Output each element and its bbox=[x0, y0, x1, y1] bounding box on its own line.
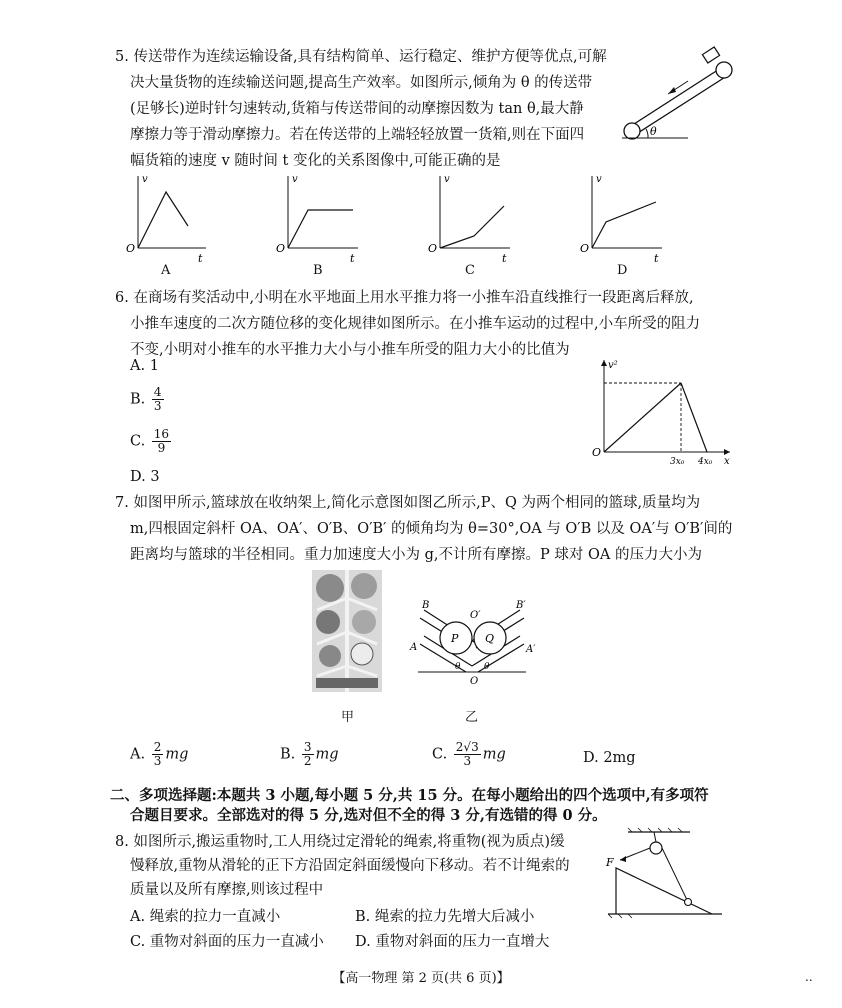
graph-d-label: D bbox=[617, 263, 628, 278]
q7-option-b bbox=[280, 741, 339, 768]
page-footer: 【高一物理 第 2 页(共 6 页)】 bbox=[332, 971, 510, 986]
graph-a-label: A bbox=[161, 263, 171, 278]
q7-option-a bbox=[130, 741, 188, 768]
graph-c bbox=[420, 170, 515, 265]
q8-option-a: A. 绳索的拉力一直减小 bbox=[130, 909, 281, 925]
q6-line-3: 不变,小明对小推车的水平推力大小与小推车所受的阻力大小的比值为 bbox=[130, 342, 570, 358]
q8-line-2: 慢释放,重物从滑轮的正下方沿固定斜面缓慢向下移动。若不计绳索的 bbox=[130, 858, 570, 874]
graph-y-axis-label: v² bbox=[608, 360, 618, 371]
v-squared-x-graph bbox=[588, 356, 738, 468]
q6-option-b bbox=[130, 386, 166, 413]
q6-option-c-prefix: C. bbox=[130, 433, 146, 450]
graph-b bbox=[268, 170, 363, 265]
q8-option-d: D. 重物对斜面的压力一直增大 bbox=[355, 934, 550, 950]
graph-b-origin: O bbox=[276, 242, 286, 255]
q7-line-2: m,四根固定斜杆 OA、OA′、O′B、O′B′ 的倾角均为 θ=30°,OA 与 O′B 以及 OA′与 O′B′间的 bbox=[130, 521, 733, 537]
graph-d-t-axis: t bbox=[654, 252, 659, 265]
point-b-label: B bbox=[422, 600, 430, 611]
graph-a-origin: O bbox=[126, 242, 136, 255]
basketball-schematic bbox=[408, 596, 536, 686]
q5-line-1: 5. 传送带作为连续运输设备,具有结构简单、运行稳定、维护方便等优点,可解 bbox=[115, 49, 607, 65]
q7-option-c-prefix: C. bbox=[432, 746, 448, 763]
force-f-label: F bbox=[606, 856, 614, 869]
graph-b-t-axis: t bbox=[350, 252, 355, 265]
footer-mark: .. bbox=[805, 970, 813, 984]
point-b-prime-label: B′ bbox=[516, 600, 526, 611]
figure-jia-label: 甲 bbox=[341, 710, 355, 725]
conveyor-belt-figure bbox=[618, 44, 738, 144]
graph-x-axis-label: x bbox=[724, 456, 730, 467]
q7-option-b-prefix: B. bbox=[280, 746, 296, 763]
q5-line-3: (足够长)逆时针匀速转动,货箱与传送带间的动摩擦因数为 tan θ,最大静 bbox=[130, 101, 584, 117]
q8-option-c: C. 重物对斜面的压力一直减小 bbox=[130, 934, 324, 950]
graph-a bbox=[118, 170, 208, 265]
q6-option-c bbox=[130, 428, 173, 455]
figure-yi-label: 乙 bbox=[465, 710, 479, 725]
q8-line-3: 质量以及所有摩擦,则该过程中 bbox=[130, 882, 324, 898]
section-2-line-1: 二、多项选择题:本题共 3 小题,每小题 5 分,共 15 分。在每小题给出的四个选项中,有多项符 bbox=[110, 787, 709, 804]
point-o-label: O bbox=[470, 676, 479, 686]
q6-option-d: D. 3 bbox=[130, 469, 160, 485]
q7-line-1: 7. 如图甲所示,篮球放在收纳架上,简化示意图如图乙所示,P、Q 为两个相同的篮球,质量均为 bbox=[115, 495, 701, 511]
theta-right-label: θ bbox=[484, 662, 490, 672]
graph-c-label: C bbox=[465, 263, 475, 278]
q7-option-b-fraction: $\frac{3}{2}$ bbox=[303, 740, 312, 768]
graph-c-origin: O bbox=[428, 242, 438, 255]
point-a-prime-label: A′ bbox=[526, 644, 536, 655]
graph-a-t-axis: t bbox=[198, 252, 203, 265]
q5-line-2: 决大量货物的连续输送问题,提高生产效率。如图所示,倾角为 θ 的传送带 bbox=[130, 75, 593, 91]
graph-b-label: B bbox=[313, 263, 323, 278]
graph-d-v-axis: v bbox=[596, 174, 602, 185]
graph-origin: O bbox=[592, 446, 602, 459]
theta-label: θ bbox=[650, 125, 657, 138]
q7-option-c bbox=[432, 741, 506, 768]
ball-p-label: P bbox=[451, 632, 459, 645]
theta-left-label: θ bbox=[455, 662, 461, 672]
q6-option-b-prefix: B. bbox=[130, 391, 146, 408]
graph-d bbox=[572, 170, 667, 265]
q6-line-1: 6. 在商场有奖活动中,小明在水平地面上用水平推力将一小推车沿直线推行一段距离后释放, bbox=[115, 290, 694, 306]
q7-option-a-prefix: A. bbox=[130, 746, 146, 763]
q7-line-3: 距离均与篮球的半径相同。重力加速度大小为 g,不计所有摩擦。P 球对 OA 的压力大小为 bbox=[130, 547, 702, 563]
q8-option-b: B. 绳索的拉力先增大后减小 bbox=[355, 909, 535, 925]
q6-option-a: A. 1 bbox=[130, 358, 159, 374]
graph-tick-4x0: 4x₀ bbox=[698, 457, 713, 467]
graph-d-origin: O bbox=[580, 242, 590, 255]
pulley-slope-figure bbox=[598, 826, 726, 926]
q8-line-1: 8. 如图所示,搬运重物时,工人用绕过定滑轮的绳索,将重物(视为质点)缓 bbox=[115, 834, 565, 850]
point-a-label: A bbox=[410, 642, 418, 653]
q7-option-a-fraction: $\frac{2}{3}$ bbox=[153, 740, 162, 768]
ball-q-label: Q bbox=[485, 632, 495, 645]
basketball-rack-photo bbox=[312, 570, 382, 692]
q5-line-5: 幅货箱的速度 v 随时间 t 变化的关系图像中,可能正确的是 bbox=[130, 153, 501, 169]
graph-b-v-axis: v bbox=[292, 174, 298, 185]
q7-option-b-suffix: mg bbox=[315, 746, 339, 763]
q5-line-4: 摩擦力等于滑动摩擦力。若在传送带的上端轻轻放置一货箱,则在下面四 bbox=[130, 127, 585, 143]
q7-option-d: D. 2mg bbox=[583, 750, 636, 766]
q6-line-2: 小推车速度的二次方随位移的变化规律如图所示。在小推车运动的过程中,小车所受的阻力 bbox=[130, 316, 701, 332]
graph-c-t-axis: t bbox=[502, 252, 507, 265]
q6-option-c-fraction: $\frac{16}{9}$ bbox=[153, 427, 170, 455]
graph-c-v-axis: v bbox=[444, 174, 450, 185]
q7-option-a-suffix: mg bbox=[165, 746, 189, 763]
q7-option-c-fraction: $\frac{2√3}{3}$ bbox=[455, 740, 479, 768]
q7-option-c-suffix: mg bbox=[482, 746, 506, 763]
graph-tick-3x0: 3x₀ bbox=[670, 457, 685, 467]
q6-option-b-fraction: $\frac{4}{3}$ bbox=[153, 385, 162, 413]
section-2-line-2: 合题目要求。全部选对的得 5 分,选对但不全的得 3 分,有选错的得 0 分。 bbox=[130, 807, 607, 824]
point-o-prime-label: O′ bbox=[470, 610, 481, 621]
graph-a-v-axis: v bbox=[142, 174, 148, 185]
